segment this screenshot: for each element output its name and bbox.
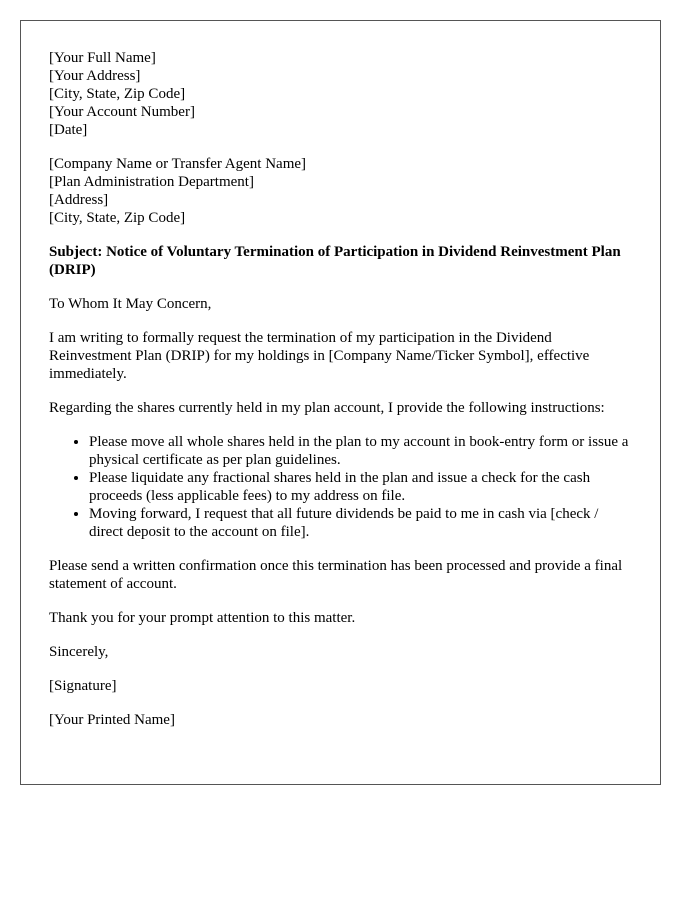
recipient-address xyxy=(49,155,632,227)
list-item: • Please liquidate any fractional shares held in the plan and issue a check for the cash proceeds (less applicable fees) to my address on file. xyxy=(89,469,632,505)
signature: [Signature] xyxy=(49,678,117,694)
sender-line: [Date] xyxy=(49,122,88,138)
recipient-line: [Plan Administration Department] xyxy=(49,174,254,190)
recipient-line: [City, State, Zip Code] xyxy=(49,210,186,226)
recipient-line: [Address] xyxy=(49,192,109,208)
sender-line: [Your Account Number] xyxy=(49,104,195,120)
body-paragraph: Regarding the shares currently held in my plan account, I provide the following instructions: xyxy=(49,400,605,416)
subject-line: Subject: Notice of Voluntary Termination of Participation in Dividend Reinvestment Plan (DRIP) xyxy=(49,244,621,278)
instructions-list xyxy=(49,433,632,541)
sender-line: [Your Full Name] xyxy=(49,50,156,66)
body-paragraph: Please send a written confirmation once this termination has been processed and provide a final statement of account. xyxy=(49,558,623,592)
body-paragraph: I am writing to formally request the termination of my participation in the Dividend Reinvestment Plan (DRIP) for my holdings in [Company Name/Ticker Symbol], effective immediately. xyxy=(49,330,590,382)
list-item: • Moving forward, I request that all future dividends be paid to me in cash via [check / direct deposit to the account on file]. xyxy=(89,505,632,541)
printed-name: [Your Printed Name] xyxy=(49,712,175,728)
sender-line: [City, State, Zip Code] xyxy=(49,86,186,102)
closing: Sincerely, xyxy=(49,644,109,660)
letter xyxy=(20,20,661,785)
sender-address xyxy=(49,49,632,139)
recipient-line: [Company Name or Transfer Agent Name] xyxy=(49,156,307,172)
body-paragraph: Thank you for your prompt attention to this matter. xyxy=(49,610,356,626)
list-item: • Please move all whole shares held in the plan to my account in book-entry form or issue a physical certificate as per plan guidelines. xyxy=(89,433,632,469)
sender-line: [Your Address] xyxy=(49,68,141,84)
salutation: To Whom It May Concern, xyxy=(49,296,212,312)
